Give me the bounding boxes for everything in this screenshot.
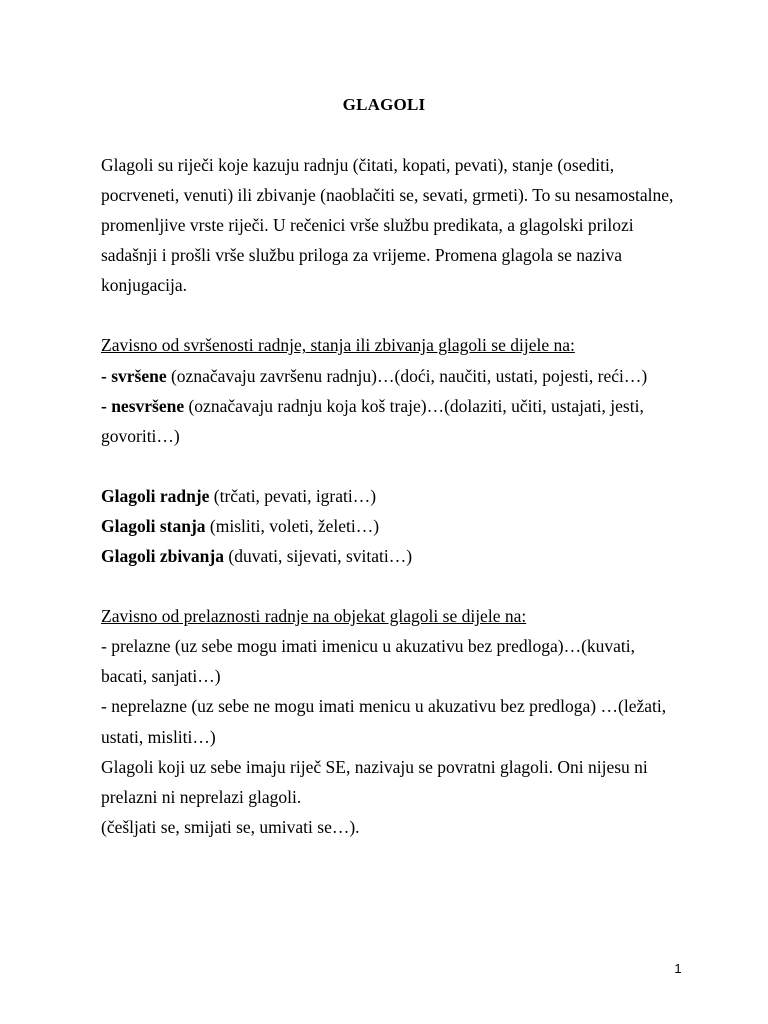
perfective-description: (označavaju završenu radnju)…(doći, naučiti, ustati, pojesti, reći…) <box>166 365 648 386</box>
imperfective-prefix: - <box>101 395 112 416</box>
verb-type-term: Glagoli zbivanja <box>101 546 224 567</box>
verb-type-term: Glagoli stanja <box>101 515 206 536</box>
imperfective-term: nesvršene <box>111 395 185 416</box>
transitive-item: - prelazne (uz sebe mogu imati imenicu u akuzativu bez predloga)…(kuvati, bacati, sanjati…) <box>101 636 636 687</box>
verb-type-term: Glagoli radnje <box>101 485 210 506</box>
page-number: 1 <box>674 961 682 976</box>
imperfective-description: (označavaju radnju koja koš traje)…(dolaziti, učiti, ustajati, jesti, govoriti…) <box>101 395 644 446</box>
verb-type-zbivanja <box>101 541 681 571</box>
verb-type-radnje <box>101 481 681 511</box>
reflexive-paragraph: Glagoli koji uz sebe imaju riječ SE, nazivaju se povratni glagoli. Oni nijesu ni prelazni ni neprelazi glagoli. <box>101 756 648 807</box>
perfective-item <box>101 361 681 391</box>
document-body <box>101 150 681 842</box>
perfective-prefix: - <box>101 365 112 386</box>
paragraph-spacer <box>101 451 681 481</box>
verb-type-examples: (misliti, voleti, želeti…) <box>205 515 380 536</box>
reflexive-examples: (češljati se, smijati se, umivati se…). <box>101 816 360 837</box>
transitivity-heading: Zavisno od prelaznosti radnje na objekat glagoli se dijele na: <box>101 606 527 627</box>
intro-paragraph: Glagoli su riječi koje kazuju radnju (čitati, kopati, pevati), stanje (osediti, pocrveneti, venuti) ili zbivanje (naoblačiti se, sevati, grmeti). To su nesamostalne, promenljive vrste riječi. U rečenici vrše službu predikata, a glagolski prilozi sadašnji i prošli vrše službu priloga za vrijeme. Promena glagola se naziva konjugacija. <box>101 155 674 296</box>
paragraph-spacer <box>101 300 681 330</box>
paragraph-spacer <box>101 571 681 601</box>
page-title: GLAGOLI <box>342 95 426 114</box>
verb-type-examples: (trčati, pevati, igrati…) <box>209 485 377 506</box>
imperfective-item <box>101 391 681 451</box>
intransitive-item: - neprelazne (uz sebe ne mogu imati menicu u akuzativu bez predloga) …(ležati, ustati, misliti…) <box>101 696 667 747</box>
verb-type-examples: (duvati, sijevati, svitati…) <box>224 546 413 567</box>
verb-type-stanja <box>101 511 681 541</box>
aspect-heading: Zavisno od svršenosti radnje, stanja ili zbivanja glagoli se dijele na: <box>101 335 575 356</box>
perfective-term: svršene <box>111 365 167 386</box>
